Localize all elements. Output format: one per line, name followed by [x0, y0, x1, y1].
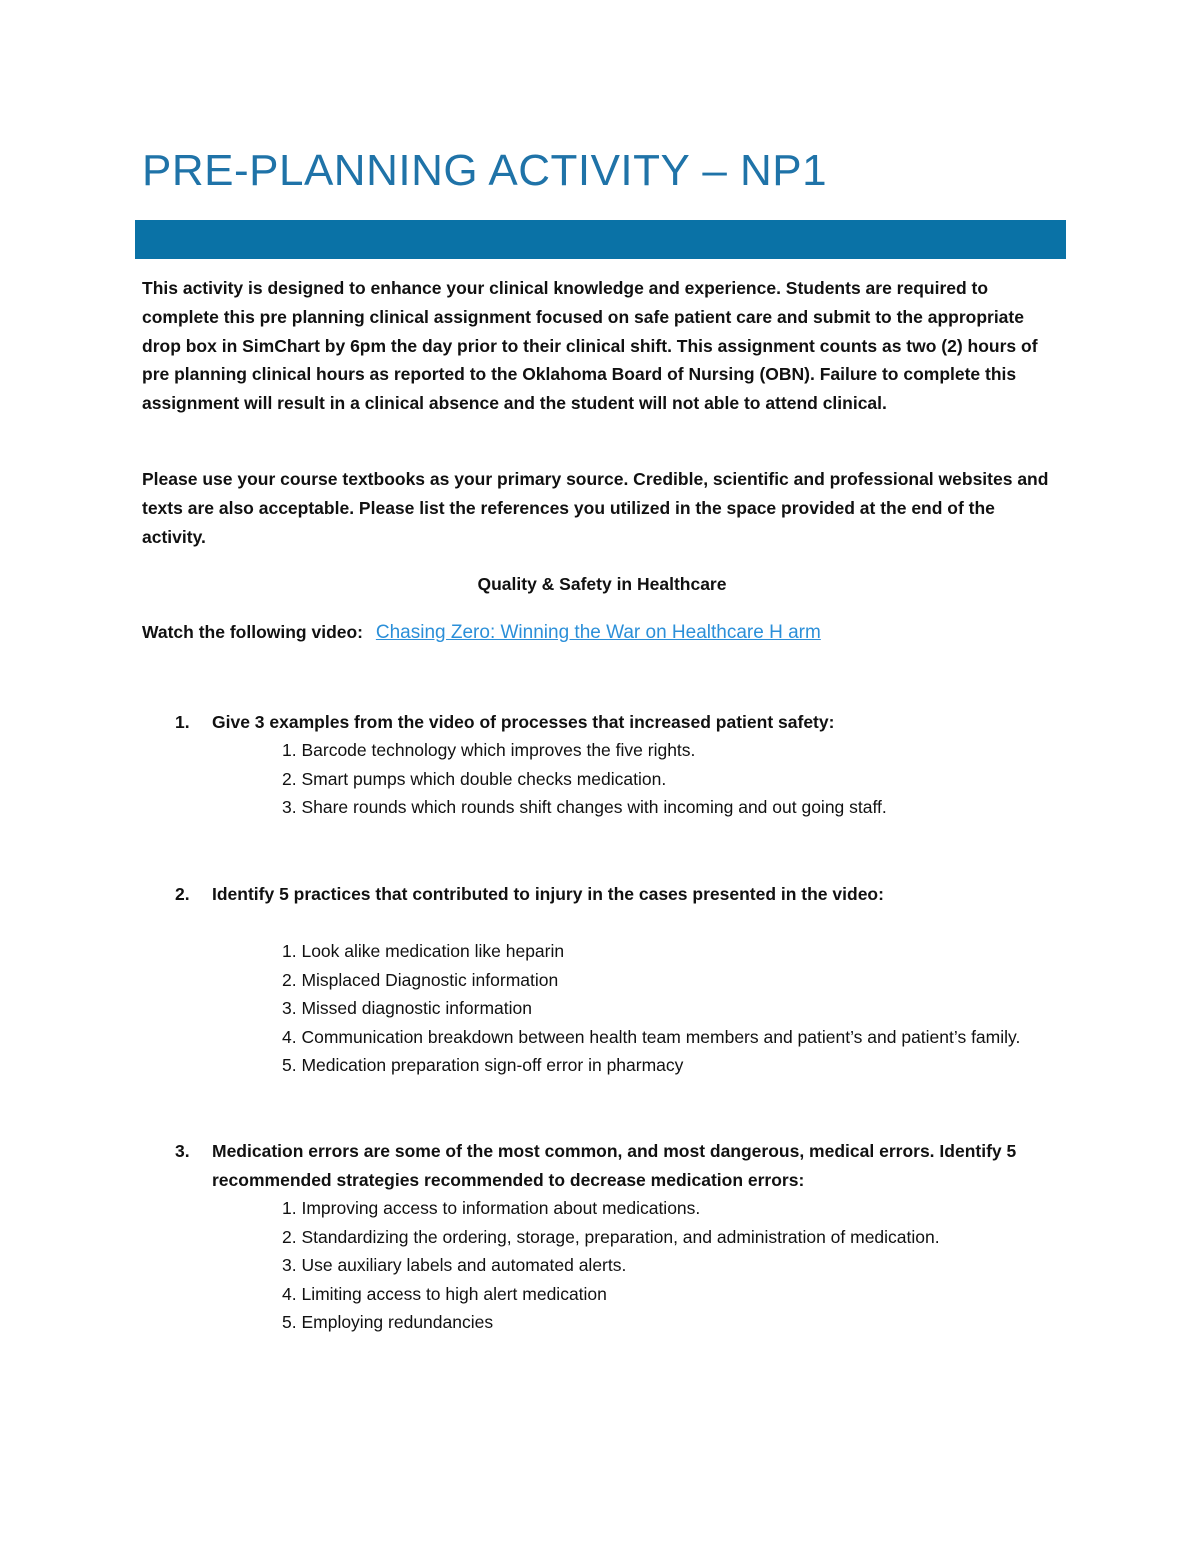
answer-item: 1. Look alike medication like heparin: [282, 941, 565, 961]
video-line: [142, 618, 821, 647]
answer-item: 3. Share rounds which rounds shift changes with incoming and out going staff.: [282, 797, 887, 818]
answer-item: 2. Smart pumps which double checks medication.: [282, 768, 667, 789]
answer-item: 1. Improving access to information about medications.: [282, 1198, 701, 1218]
answer-item: 3. Missed diagnostic information: [282, 998, 532, 1019]
answer-item: 5. Employing redundancies: [282, 1312, 494, 1333]
question-number: 3.: [175, 1141, 190, 1161]
answer-list-1: [282, 736, 1062, 822]
answer-item: 5. Medication preparation sign-off error in pharmacy: [282, 1055, 684, 1076]
intro-paragraph: This activity is designed to enhance your clinical knowledge and experience. Students are required to complete this pre planning clinical assignment focused on safe patient care and submit to the appropriate drop box in SimChart by 6pm the day prior to their clinical shift. This assignment counts as two (2) hours of pre planning clinical hours as reported to the Oklahoma Board of Nursing (OBN). Failure to complete this assignment will result in a clinical absence and the student will not able to attend clinical.: [142, 278, 1038, 414]
question-text: Identify 5 practices that contributed to injury in the cases presented in the video:: [212, 884, 884, 904]
video-prompt: Watch the following video:: [142, 622, 364, 642]
section-heading: Quality & Safety in Healthcare: [477, 574, 727, 594]
page-title: PRE-PLANNING ACTIVITY – NP1: [142, 146, 828, 195]
answer-list-2: [282, 937, 1062, 1080]
title-accent-bar: [135, 220, 1066, 259]
answer-item: 2. Misplaced Diagnostic information: [282, 969, 559, 990]
question-text: Medication errors are some of the most common, and most dangerous, medical errors. Identify 5 recommended strategies recommended to decrease medication errors:: [212, 1141, 1017, 1190]
answer-item: 4. Limiting access to high alert medication: [282, 1283, 607, 1304]
answer-list-3: [282, 1194, 1062, 1337]
answer-item: 4. Communication breakdown between health team members and patient’s and patient’s family.: [282, 1026, 1021, 1047]
answer-item: 3. Use auxiliary labels and automated alerts.: [282, 1255, 627, 1276]
answer-item: 2. Standardizing the ordering, storage, preparation, and administration of medication.: [282, 1226, 940, 1247]
question-text: Give 3 examples from the video of processes that increased patient safety:: [212, 712, 835, 732]
question-number: 2.: [175, 884, 190, 904]
video-link[interactable]: Chasing Zero: Winning the War on Healthcare H arm: [375, 622, 821, 643]
question-number: 1.: [175, 712, 190, 732]
sources-paragraph: Please use your course textbooks as your primary source. Credible, scientific and professional websites and texts are also acceptable. Please list the references you utilized in the space provided at the end of the activity.: [142, 469, 1049, 547]
answer-item: 1. Barcode technology which improves the five rights.: [282, 740, 696, 760]
